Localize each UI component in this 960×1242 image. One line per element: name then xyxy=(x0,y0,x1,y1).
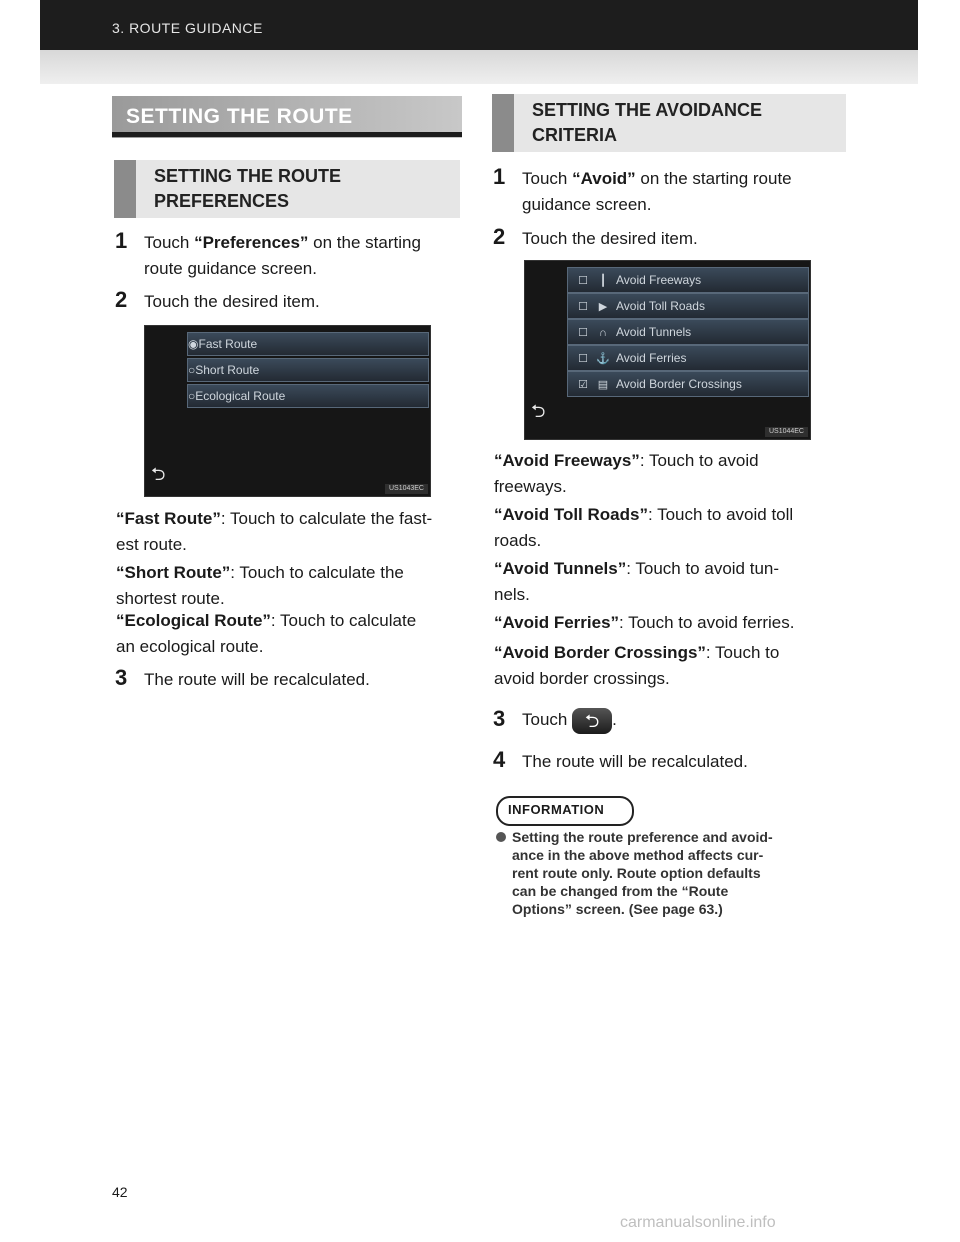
avoid-tunnels-description: “Avoid Tunnels”: Touch to avoid tun- nels. xyxy=(494,559,780,604)
subsection-title-line1: SETTING THE AVOIDANCE xyxy=(532,100,763,120)
checkbox-icon: ☐ xyxy=(578,275,588,287)
subsection-title-line2: PREFERENCES xyxy=(154,191,290,211)
subsection-banner-preferences xyxy=(114,160,460,218)
subsection-bar xyxy=(114,160,136,218)
step-2-text: Touch the desired item. xyxy=(522,229,698,248)
image-code: US1043EC xyxy=(385,484,428,494)
step-4-text: The route will be recalculated. xyxy=(522,752,748,771)
avoid-ferries-description: “Avoid Ferries”: Touch to avoid ferries. xyxy=(494,613,795,632)
ferry-icon: ⚓ xyxy=(596,353,610,365)
avoid-border-crossings-option[interactable]: ☑ ▤ Avoid Border Crossings xyxy=(567,371,809,397)
avoidance-criteria-screen xyxy=(524,260,811,440)
preferences-term: “Preferences” xyxy=(194,233,309,252)
step-1-text: Touch “Avoid” on the starting route xyxy=(522,169,792,188)
information-text: Setting the route preference and avoid- ance in the above method affects cur- rent route only. Route option defaults can be changed from the “Route Options” screen. (See page 63.) xyxy=(496,828,840,918)
step-number: 1 xyxy=(493,164,506,189)
back-button-icon: ⮌ xyxy=(572,708,612,734)
ecological-route-description: “Ecological Route”: Touch to calculate an ecological route. xyxy=(116,611,417,656)
section-rule xyxy=(112,132,462,137)
short-route-option[interactable]: ○Short Route xyxy=(187,358,429,382)
avoid-tunnels-option[interactable]: ☐ ∩ Avoid Tunnels xyxy=(567,319,809,345)
route-preferences-screen xyxy=(144,325,431,497)
step-number: 3 xyxy=(493,706,506,731)
watermark: carmanualsonline.info xyxy=(620,1214,776,1231)
step-number: 1 xyxy=(115,228,128,253)
step-1-text-line2: guidance screen. xyxy=(522,195,652,214)
step-3-text: Touch ⮌ . xyxy=(522,706,617,734)
step-2-text: Touch the desired item. xyxy=(144,292,320,311)
information-label: INFORMATION xyxy=(496,796,634,826)
avoid-ferries-option[interactable]: ☐ ⚓ Avoid Ferries xyxy=(567,345,809,371)
freeway-icon: ┃ xyxy=(599,275,607,287)
fast-route-description: “Fast Route”: Touch to calculate the fast- est route. xyxy=(116,509,433,554)
back-icon[interactable]: ⮌ xyxy=(531,401,546,421)
back-icon[interactable]: ⮌ xyxy=(151,464,166,484)
chapter-title: 3. ROUTE GUIDANCE xyxy=(112,20,263,36)
avoid-border-crossings-description: “Avoid Border Crossings”: Touch to avoid border crossings. xyxy=(494,643,780,688)
checkbox-icon: ☐ xyxy=(578,301,588,313)
avoid-freeways-description: “Avoid Freeways”: Touch to avoid freeways. xyxy=(494,451,759,496)
step-number: 2 xyxy=(115,287,128,312)
step-3-text: The route will be recalculated. xyxy=(144,670,370,689)
radio-icon: ○ xyxy=(188,363,196,377)
avoid-toll-roads-description: “Avoid Toll Roads”: Touch to avoid toll roads. xyxy=(494,505,794,550)
avoid-toll-roads-option[interactable]: ☐ ▶ Avoid Toll Roads xyxy=(567,293,809,319)
tunnel-icon: ∩ xyxy=(599,327,607,339)
header-strip xyxy=(40,50,918,84)
radio-selected-icon: ◉ xyxy=(188,337,199,351)
step-number: 2 xyxy=(493,224,506,249)
chapter-header xyxy=(40,0,918,50)
subsection-bar xyxy=(492,94,514,152)
avoid-term: “Avoid” xyxy=(572,169,636,188)
toll-road-icon: ▶ xyxy=(598,301,608,313)
fast-route-option[interactable]: ◉Fast Route xyxy=(187,332,429,356)
section-title: SETTING THE ROUTE xyxy=(126,105,353,128)
avoid-freeways-option[interactable]: ☐ ┃ Avoid Freeways xyxy=(567,267,809,293)
image-code: US1044EC xyxy=(765,427,808,437)
subsection-title-line2: CRITERIA xyxy=(532,125,617,145)
step-1-text: Touch “Preferences” on the starting xyxy=(144,233,421,252)
step-number: 3 xyxy=(115,665,128,690)
short-route-description: “Short Route”: Touch to calculate the shortest route. xyxy=(116,563,404,608)
radio-icon: ○ xyxy=(188,389,196,403)
border-crossing-icon: ▤ xyxy=(597,379,609,391)
page-number: 42 xyxy=(112,1184,128,1200)
step-number: 4 xyxy=(493,747,506,772)
checkbox-icon: ☐ xyxy=(578,327,588,339)
subsection-banner-avoidance xyxy=(492,94,846,152)
subsection-title-line1: SETTING THE ROUTE xyxy=(154,166,342,186)
bullet-icon xyxy=(496,832,506,842)
checkbox-checked-icon: ☑ xyxy=(578,379,588,391)
ecological-route-option[interactable]: ○Ecological Route xyxy=(187,384,429,408)
checkbox-icon: ☐ xyxy=(578,353,588,365)
step-1-text-line2: route guidance screen. xyxy=(144,259,317,278)
